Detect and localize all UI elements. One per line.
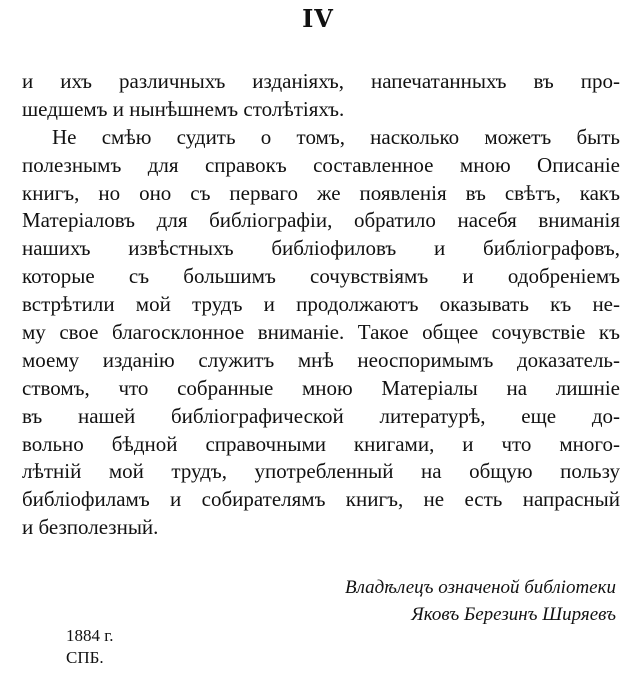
page-number: IV (302, 4, 334, 33)
text-line: и ихъ различныхъ изданіяхъ, напечатанныхъ въ про- (22, 69, 620, 93)
text-line: вольно бѣдной справочными книгами, и что много- (22, 431, 620, 456)
text-line: встрѣтили мой трудъ и продолжаютъ оказывать къ не- (22, 292, 620, 317)
date-year: 1884 г. (66, 626, 114, 645)
text-line: нашихъ извѣстныхъ библіофиловъ и библіографовъ, (22, 236, 620, 261)
signature-name: Яковъ Березинъ Ширяевъ (411, 604, 616, 625)
text-line: му свое благосклонное вниманіе. Такое общее сочувствіе къ (22, 320, 620, 345)
text-line: книгъ, но оно съ перваго же появленія въ свѣтъ, какъ (22, 180, 620, 205)
date-city: СПБ. (66, 648, 104, 667)
text-line: лѣтній мой трудъ, употребленный на общую пользу (22, 459, 620, 484)
text-line: библіофиламъ и собирателямъ книгъ, не есть напрасный (22, 487, 620, 512)
text-line: Матеріаловъ для библіографіи, обратило насебя вниманія (22, 208, 620, 233)
signature-title: Владѣлецъ означеной библіотеки (345, 577, 616, 598)
body-text (22, 68, 620, 542)
text-line: которые съ большимъ сочувствіямъ и одобреніемъ (22, 264, 620, 289)
text-line: ствомъ, что собранные мною Матеріалы на лишніе (22, 375, 620, 400)
text-line: въ нашей библіографической литературѣ, еще до- (22, 403, 620, 428)
text-line: полезнымъ для справокъ составленное мною Описаніе (22, 152, 620, 177)
text-line: Не смѣю судить о томъ, насколько можетъ быть (52, 124, 620, 149)
text-line: и безполезный. (22, 515, 159, 540)
text-line: моему изданію служитъ мнѣ неоспоримымъ доказатель- (22, 347, 620, 372)
text-line: шедшемъ и нынѣшнемъ столѣтіяхъ. (22, 96, 345, 121)
